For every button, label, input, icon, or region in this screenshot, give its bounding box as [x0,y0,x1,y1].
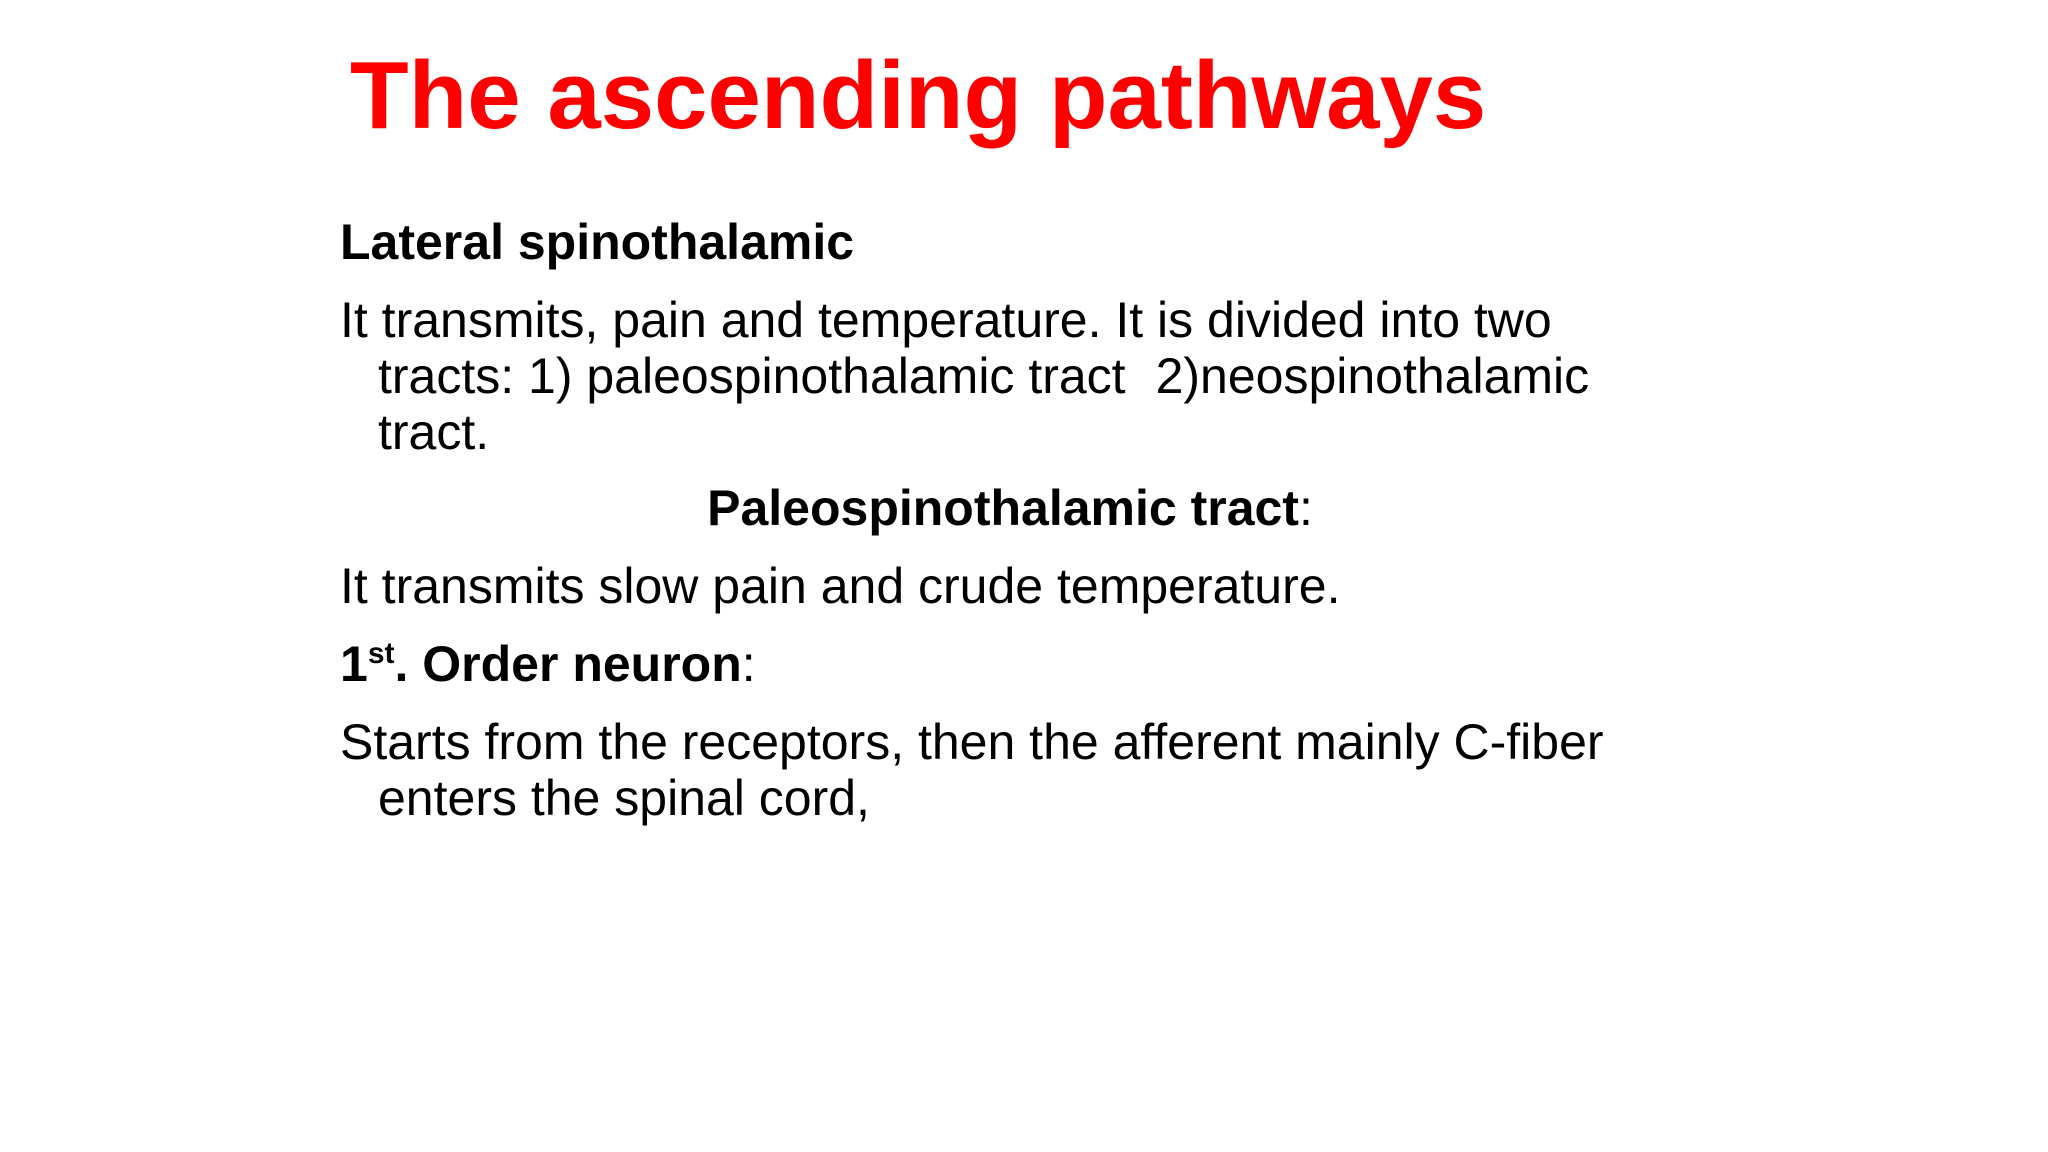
order-label: . Order neuron [394,636,742,692]
heading-paleospinothalamic-label: Paleospinothalamic tract [707,480,1299,536]
paragraph-transmits-line2a: tracts: 1) paleospinothalamic tract [378,348,1126,404]
paragraph-transmits-line1: It transmits, pain and temperature. It is divided into two [340,292,1552,348]
order-superscript: st [367,637,395,670]
order-colon: : [741,636,756,692]
heading-paleospinothalamic-colon: : [1298,480,1313,536]
paragraph-starts-line2: enters the spinal cord, [378,770,870,826]
paragraph-transmits [340,292,1738,460]
heading-lateral-spinothalamic: Lateral spinothalamic [340,214,855,270]
paragraph-transmits-line3: tract. [378,404,490,460]
paragraph-transmits-line2b: 2)neospinothalamic [1155,348,1590,404]
heading-first-order-neuron [340,636,1700,692]
slide-title: The ascending pathways [350,42,1487,149]
heading-paleospinothalamic [340,480,1680,536]
paragraph-starts-line1: Starts from the receptors, then the afferent mainly C-fiber [340,714,1604,770]
order-number: 1 [340,636,368,692]
paragraph-starts [340,714,1738,826]
paragraph-slow-pain: It transmits slow pain and crude temperature. [340,558,1341,614]
